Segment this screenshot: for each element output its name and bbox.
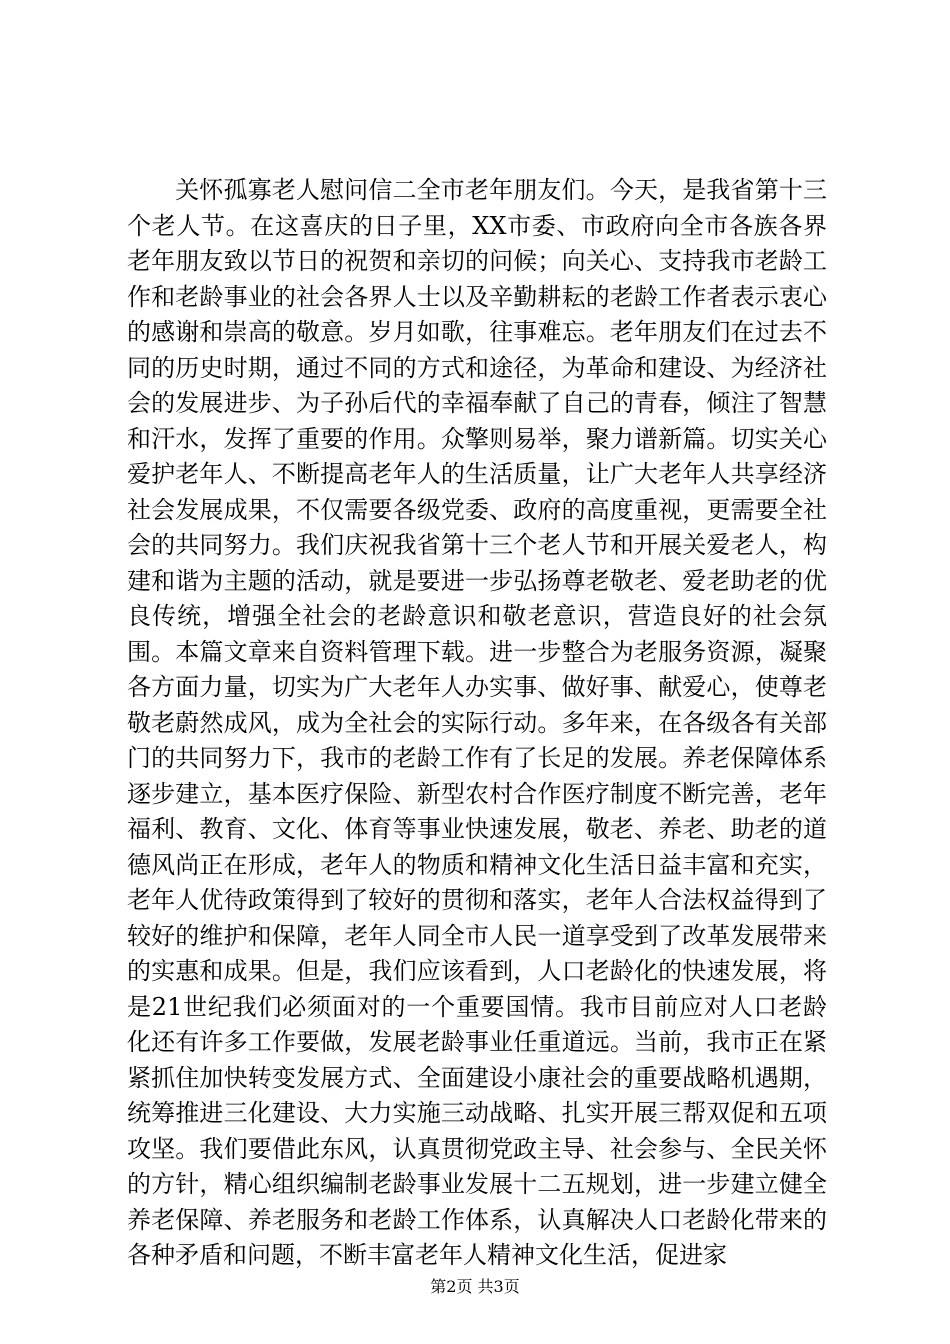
- body-text: 关怀孤寡老人慰问信二全市老年朋友们。今天，是我省第十三个老人节。在这喜庆的日子里，XX市委、市政府向全市各族各界老年朋友致以节日的祝贺和亲切的问候；向关心、支持我市老龄工作和老龄事业的社会各界人士以及辛勤耕耘的老龄工作者表示衷心的感谢和崇高的敬意。岁月如歌，往事难忘。老年朋友们在过去不同的历史时期，通过不同的方式和途径，为革命和建设、为经济社会的发展进步、为子孙后代的幸福奉献了自己的青春，倾注了智慧和汗水，发挥了重要的作用。众擎则易举，聚力谱新篇。切实关心爱护老年人、不断提高老年人的生活质量，让广大老年人共享经济社会发展成果，不仅需要各级党委、政府的高度重视，更需要全社会的共同努力。我们庆祝我省第十三个老人节和开展关爱老人，构建和谐为主题的活动，就是要进一步弘扬尊老敬老、爱老助老的优良传统，增强全社会的老龄意识和敬老意识，营造良好的社会氛围。本篇文章来自资料管理下载。进一步整合为老服务资源，凝聚各方面力量，切实为广大老年人办实事、做好事、献爱心，使尊老敬老蔚然成风，成为全社会的实际行动。多年来，在各级各有关部门的共同努力下，我市的老龄工作有了长足的发展。养老保障体系逐步建立，基本医疗保险、新型农村合作医疗制度不断完善，老年福利、教育、文化、体育等事业快速发展，敬老、养老、助老的道德风尚正在形成，老年人的物质和精神文化生活日益丰富和充实，老年人优待政策得到了较好的贯彻和落实，老年人合法权益得到了较好的维护和保障，老年人同全市人民一道享受到了改革发展带来的实惠和成果。但是，我们应该看到，人口老龄化的快速发展，将是21世纪我们必须面对的一个重要国情。我市目前应对人口老龄化还有许多工作要做，发展老龄事业任重道远。当前，我市正在紧紧抓住加快转变发展方式、全面建设小康社会的重要战略机遇期，统筹推进三化建设、大力实施三动战略、扎实开展三帮双促和五项攻坚。我们要借此东风，认真贯彻党政主导、社会参与、全民关怀的方针，精心组织编制老龄事业发展十二五规划，进一步建立健全养老保障、养老服务和老龄工作体系，认真解决人口老龄化带来的各种矛盾和问题，不断丰富老年人精神文化生活，促进家: [127, 176, 827, 1269]
- page-number: 第2页 共3页: [430, 1277, 520, 1296]
- page-footer: [0, 1277, 950, 1297]
- body-paragraph: [127, 173, 827, 1274]
